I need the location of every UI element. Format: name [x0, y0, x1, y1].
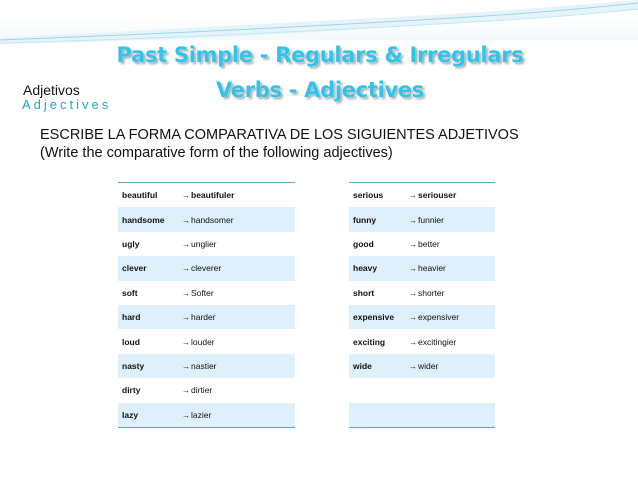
- right-arrow-icon: →: [409, 361, 417, 371]
- comparative-cell: [178, 207, 295, 231]
- comparative-cell: [405, 329, 495, 353]
- right-arrow-icon: →: [409, 191, 417, 201]
- comparative-text: seriouser: [418, 190, 457, 201]
- table-row: [118, 354, 295, 378]
- comparative-cell: [178, 281, 295, 305]
- adjective-cell: [349, 378, 405, 402]
- comparative-text: funnier: [418, 214, 444, 225]
- adjective-cell: lazy: [118, 403, 178, 428]
- comparative-cell: [178, 256, 295, 280]
- adjective-cell: hard: [118, 305, 178, 329]
- adjective-cell: good: [353, 238, 374, 249]
- table-row: [349, 183, 495, 208]
- table-row: [118, 305, 295, 329]
- right-arrow-icon: →: [409, 288, 417, 298]
- adjective-cell: handsome: [118, 207, 178, 231]
- adjective-cell: clever: [118, 256, 178, 280]
- table-row: [118, 256, 295, 280]
- table-row: [349, 378, 495, 402]
- right-arrow-icon: →: [409, 215, 417, 225]
- adjective-cell: exciting: [353, 336, 386, 347]
- adjective-cell: beautiful: [122, 190, 158, 201]
- right-adjectives-table: [349, 182, 495, 428]
- adjective-cell: dirty: [122, 385, 141, 396]
- adjective-cell: [349, 403, 405, 428]
- comparative-text: harder: [191, 312, 216, 323]
- subtitle-english: Adjectives: [22, 97, 112, 112]
- right-arrow-icon: →: [409, 313, 417, 323]
- adjective-cell: funny: [349, 207, 405, 231]
- adjective-cell: loud: [122, 336, 140, 347]
- adjective-cell: short: [353, 287, 375, 298]
- comparative-text: nastier: [191, 360, 217, 371]
- right-arrow-icon: →: [182, 410, 190, 420]
- table-row: [118, 329, 295, 353]
- table-row: [349, 305, 495, 329]
- comparative-cell: [178, 232, 295, 256]
- comparative-text: excitingier: [418, 336, 457, 347]
- comparative-text: wider: [418, 360, 439, 371]
- comparative-cell: [178, 305, 295, 329]
- table-row: [349, 403, 495, 428]
- right-arrow-icon: →: [409, 337, 417, 347]
- comparative-text: beautifuler: [191, 190, 235, 201]
- table-row: [118, 232, 295, 256]
- table-row: [349, 354, 495, 378]
- comparative-text: lazier: [191, 409, 212, 420]
- right-arrow-icon: →: [182, 313, 190, 323]
- table-row: [118, 378, 295, 402]
- comparative-cell: [178, 329, 295, 353]
- right-arrow-icon: →: [409, 239, 417, 249]
- comparative-cell: [405, 403, 495, 428]
- table-row: [349, 329, 495, 353]
- right-arrow-icon: →: [182, 191, 190, 201]
- comparative-cell: [405, 354, 495, 378]
- right-arrow-icon: →: [182, 361, 190, 371]
- comparative-cell: [405, 232, 495, 256]
- comparative-cell: [178, 378, 295, 402]
- comparative-cell: [178, 354, 295, 378]
- comparative-text: heavier: [418, 263, 446, 274]
- comparative-text: shorter: [418, 287, 445, 298]
- table-row: [349, 256, 495, 280]
- table-row: [349, 232, 495, 256]
- instruction-english: (Write the comparative form of the following adjectives): [40, 145, 393, 161]
- left-adjectives-table: [118, 182, 295, 428]
- slide-title-line-2: Verbs - Adjectives: [215, 78, 424, 102]
- comparative-cell: [405, 281, 495, 305]
- table-row: [118, 207, 295, 231]
- comparative-cell: [405, 378, 495, 402]
- comparative-text: expensiver: [418, 312, 460, 323]
- comparative-text: better: [418, 238, 440, 249]
- comparative-text: unglier: [191, 238, 217, 249]
- adjective-cell: nasty: [118, 354, 178, 378]
- table-row: [118, 183, 295, 208]
- comparative-cell: [405, 207, 495, 231]
- slide-title-line-1: Past Simple - Regulars & Irregulars: [116, 43, 524, 67]
- adjective-cell: expensive: [349, 305, 405, 329]
- right-arrow-icon: →: [182, 288, 190, 298]
- comparative-cell: [178, 403, 295, 428]
- right-arrow-icon: →: [182, 337, 190, 347]
- table-row: [118, 403, 295, 428]
- table-row: [349, 281, 495, 305]
- comparative-text: dirtier: [191, 385, 213, 396]
- right-arrow-icon: →: [182, 215, 190, 225]
- adjective-cell: serious: [353, 190, 384, 201]
- right-arrow-icon: →: [182, 386, 190, 396]
- adjective-cell: ugly: [122, 238, 140, 249]
- instruction-spanish: ESCRIBE LA FORMA COMPARATIVA DE LOS SIGUIENTES ADJETIVOS: [40, 127, 519, 143]
- table-row: [118, 281, 295, 305]
- comparative-text: handsomer: [191, 214, 234, 225]
- comparative-text: louder: [191, 336, 215, 347]
- subtitle-spanish: Adjetivos: [23, 82, 80, 98]
- comparative-cell: [178, 183, 295, 208]
- adjective-cell: heavy: [349, 256, 405, 280]
- comparative-text: cleverer: [191, 263, 222, 274]
- right-arrow-icon: →: [409, 264, 417, 274]
- right-arrow-icon: →: [182, 239, 190, 249]
- comparative-text: Softer: [191, 287, 214, 298]
- comparative-cell: [405, 305, 495, 329]
- adjective-cell: soft: [122, 287, 138, 298]
- adjective-cell: wide: [349, 354, 405, 378]
- right-arrow-icon: →: [182, 264, 190, 274]
- comparative-cell: [405, 183, 495, 208]
- comparative-cell: [405, 256, 495, 280]
- table-row: [349, 207, 495, 231]
